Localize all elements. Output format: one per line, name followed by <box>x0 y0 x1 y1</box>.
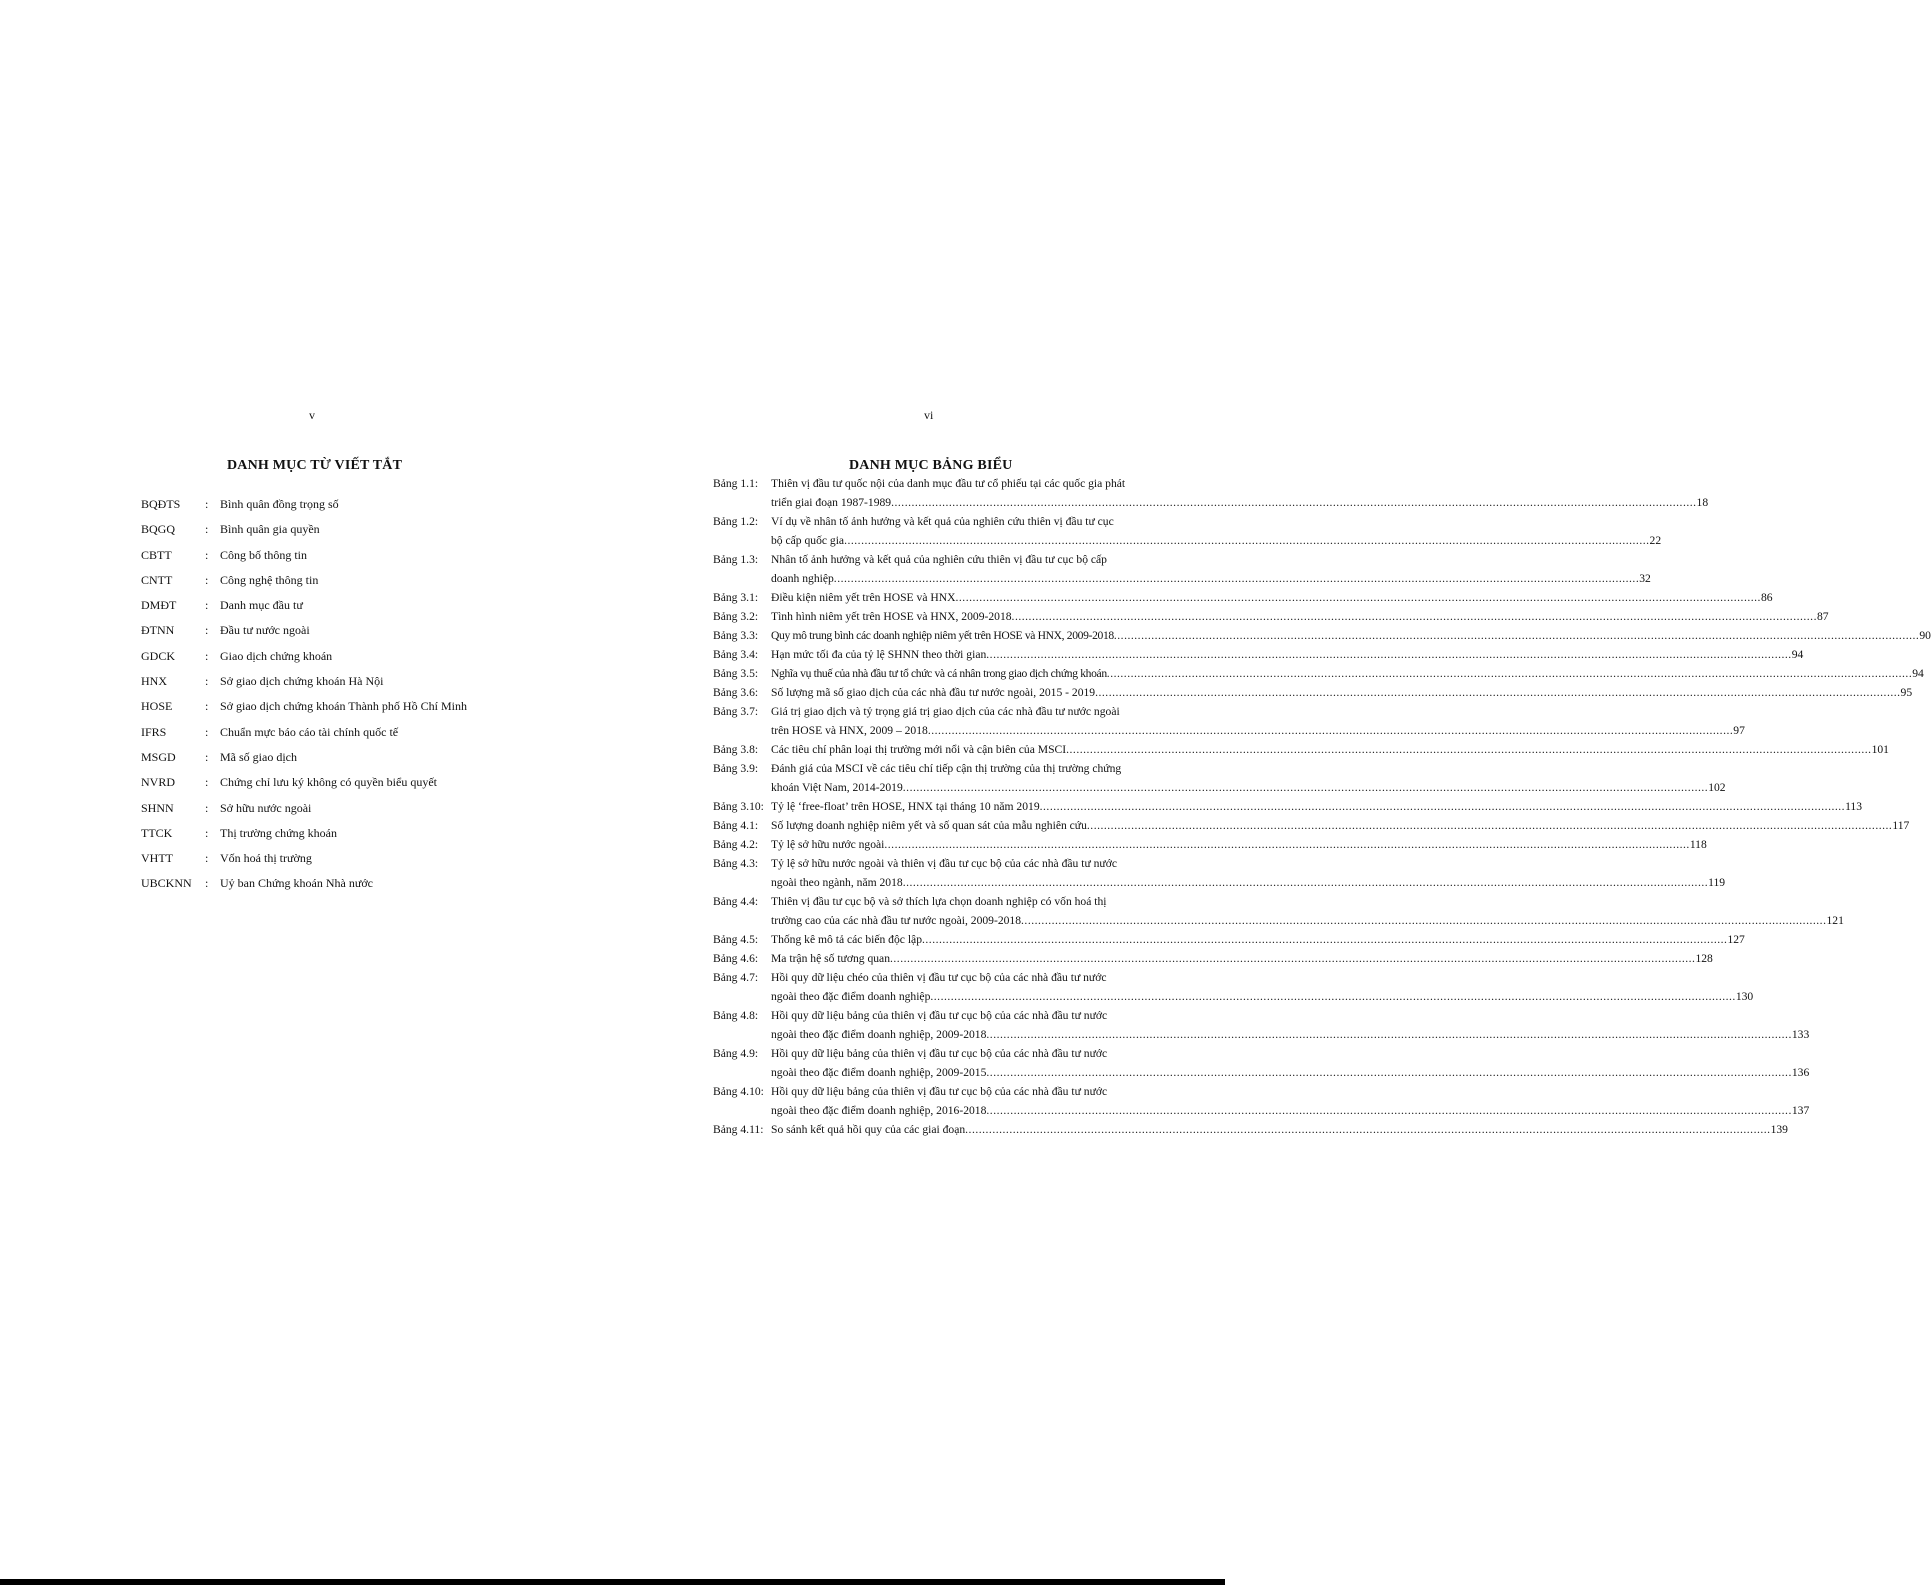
table-title-text: trường cao của các nhà đầu tư nước ngoài, 2009-2018 <box>771 914 1022 927</box>
table-page-number: 94 <box>1912 667 1924 680</box>
table-title-text: Quy mô trung bình các doanh nghiệp niêm yết trên HOSE và HNX, 2009-2018 <box>771 629 1114 642</box>
tables-heading: DANH MỤC BẢNG BIỂU <box>849 458 1013 473</box>
abbreviation-meaning: Chuẩn mực báo cáo tài chính quốc tế <box>220 724 399 739</box>
table-label: Bảng 4.8: <box>713 1009 759 1022</box>
table-title-text: Tình hình niêm yết trên HOSE và HNX, 2009-2018 <box>771 610 1012 623</box>
abbreviation-separator: : <box>205 825 209 840</box>
dot-leader <box>844 531 1649 550</box>
table-title-text: Số lượng doanh nghiệp niêm yết và số quan sát của mẫu nghiên cứu <box>771 819 1087 832</box>
dot-leader <box>1114 626 1919 645</box>
table-label: Bảng 3.4: <box>713 648 759 661</box>
abbreviation-separator: : <box>205 598 209 613</box>
dot-leader <box>1040 797 1845 816</box>
abbreviation-separator: : <box>205 851 209 866</box>
table-entry[interactable] <box>713 892 1844 930</box>
table-title-text: Điều kiện niêm yết trên HOSE và HNX <box>771 591 956 604</box>
table-page-number: 136 <box>1791 1066 1810 1079</box>
table-entry[interactable] <box>713 702 1745 740</box>
left-page-number: v <box>309 408 315 422</box>
table-page-number: 86 <box>1760 591 1773 604</box>
table-page-number: 22 <box>1649 534 1662 547</box>
table-page-number: 101 <box>1871 743 1889 756</box>
table-entry[interactable] <box>713 474 1709 512</box>
table-page-number: 113 <box>1845 800 1863 813</box>
table-label: Bảng 3.1: <box>713 591 759 604</box>
table-label: Bảng 4.10: <box>713 1085 764 1098</box>
table-label: Bảng 4.5: <box>713 933 759 946</box>
abbreviation-meaning: Bình quân gia quyền <box>220 522 320 537</box>
abbreviation-code: GDCK <box>141 648 176 663</box>
dot-leader <box>1087 816 1892 835</box>
table-title-text: Hạn mức tối đa của tỷ lệ SHNN theo thời gian <box>771 648 987 661</box>
abbreviation-meaning: Sở giao dịch chứng khoán Thành phố Hồ Chí Minh <box>220 699 467 714</box>
table-entry[interactable] <box>713 835 1707 854</box>
table-entry[interactable] <box>713 664 1924 683</box>
abbreviation-meaning: Mã số giao dịch <box>220 749 297 764</box>
table-title-text: ngoài theo đặc điểm doanh nghiệp, 2016-2018 <box>771 1104 987 1117</box>
table-entry[interactable] <box>713 626 1931 645</box>
dot-leader <box>986 645 1791 664</box>
abbreviation-meaning: Danh mục đầu tư <box>220 598 303 613</box>
tables-list <box>713 474 1931 1139</box>
dot-leader <box>903 873 1708 892</box>
table-entry[interactable] <box>713 816 1910 835</box>
abbreviation-code: IFRS <box>141 724 167 739</box>
table-title-text: triển giai đoạn 1987-1989 <box>771 496 892 509</box>
table-label: Bảng 4.4: <box>713 895 759 908</box>
abbreviation-row <box>141 725 541 750</box>
abbreviation-meaning: Giao dịch chứng khoán <box>220 648 333 663</box>
table-title-line: Nhân tố ảnh hưởng và kết quả của nghiên cứu thiên vị đầu tư cục bộ cấp <box>771 553 1107 566</box>
abbreviation-separator: : <box>205 876 209 891</box>
abbreviation-meaning: Bình quân đồng trọng số <box>220 497 339 511</box>
table-label: Bảng 4.1: <box>713 819 759 832</box>
table-title-line: Thiên vị đầu tư cục bộ và sở thích lựa chọn doanh nghiệp có vốn hoá thị <box>771 895 1107 908</box>
table-entry[interactable] <box>713 1082 1810 1120</box>
table-entry[interactable] <box>713 740 1889 759</box>
table-page-number: 139 <box>1770 1123 1788 1136</box>
abbreviation-meaning: Sở giao dịch chứng khoán Hà Nội <box>220 674 384 689</box>
table-page-number: 97 <box>1733 724 1745 737</box>
table-entry[interactable] <box>713 645 1804 664</box>
dot-leader <box>834 569 1639 588</box>
abbreviation-code: HNX <box>141 674 167 689</box>
abbreviation-list <box>141 497 541 902</box>
table-title-text: Các tiêu chí phân loại thị trường mới nổi và cận biên của MSCI <box>771 743 1067 756</box>
dot-leader <box>1095 683 1900 702</box>
abbreviation-meaning: Sở hữu nước ngoài <box>220 800 312 815</box>
abbreviation-meaning: Công bố thông tin <box>220 547 308 562</box>
abbreviation-row <box>141 598 541 623</box>
table-page-number: 119 <box>1708 876 1726 889</box>
abbreviation-code: DMĐT <box>141 598 177 613</box>
abbreviation-code: VHTT <box>141 851 173 866</box>
dot-leader <box>930 987 1735 1006</box>
abbreviation-separator: : <box>205 775 209 790</box>
abbreviation-meaning: Đầu tư nước ngoài <box>220 623 310 638</box>
abbreviation-meaning: Công nghệ thông tin <box>220 572 319 587</box>
abbreviation-code: BQGQ <box>141 522 176 537</box>
table-title-line: Hồi quy dữ liệu chéo của thiên vị đầu tư cục bộ của các nhà đầu tư nước <box>771 971 1107 984</box>
abbreviation-code: BQĐTS <box>141 497 181 511</box>
table-page-number: 94 <box>1791 648 1804 661</box>
table-page-number: 18 <box>1696 496 1709 509</box>
table-entry[interactable] <box>713 949 1713 968</box>
table-page-number: 90 <box>1919 629 1931 642</box>
table-title-line: Thiên vị đầu tư quốc nội của danh mục đầu tư cổ phiếu tại các quốc gia phát <box>771 477 1126 490</box>
abbreviation-meaning: Thị trường chứng khoán <box>220 825 337 840</box>
dot-leader <box>884 835 1689 854</box>
table-entry[interactable] <box>713 854 1726 892</box>
table-title-line: Đánh giá của MSCI về các tiêu chí tiếp cận thị trường của thị trường chứng <box>771 762 1122 775</box>
abbreviation-row <box>141 801 541 826</box>
table-title-text: So sánh kết quả hồi quy của các giai đoạn <box>771 1123 966 1136</box>
table-title-line: Hồi quy dữ liệu bảng của thiên vị đầu tư cục bộ của các nhà đầu tư nước <box>771 1047 1108 1060</box>
table-title-text: doanh nghiệp <box>771 572 834 585</box>
abbreviation-code: MSGD <box>141 749 176 764</box>
table-page-number: 133 <box>1791 1028 1810 1041</box>
table-title-text: khoán Việt Nam, 2014-2019 <box>771 781 903 794</box>
table-title-text: Thống kê mô tả các biến độc lập <box>771 933 922 946</box>
bottom-rule <box>0 1579 1225 1585</box>
table-label: Bảng 1.3: <box>713 553 759 566</box>
table-label: Bảng 3.5: <box>713 667 759 680</box>
table-label: Bảng 1.2: <box>713 515 759 528</box>
table-entry[interactable] <box>713 683 1913 702</box>
dot-leader <box>986 1101 1791 1120</box>
table-title-text: Ma trận hệ số tương quan <box>771 952 890 965</box>
table-entry[interactable] <box>713 930 1745 949</box>
table-label: Bảng 3.7: <box>713 705 759 718</box>
abbreviation-row <box>141 649 541 674</box>
table-entry[interactable] <box>713 1044 1810 1082</box>
table-label: Bảng 4.7: <box>713 971 759 984</box>
table-entry[interactable] <box>713 1006 1810 1044</box>
abbreviation-row <box>141 497 541 522</box>
table-label: Bảng 3.8: <box>713 743 759 756</box>
dot-leader <box>1107 664 1912 683</box>
abbreviation-separator: : <box>205 749 209 764</box>
table-title-text: trên HOSE và HNX, 2009 – 2018 <box>771 724 928 737</box>
abbreviation-row <box>141 522 541 547</box>
table-page-number: 32 <box>1639 572 1651 585</box>
table-entry[interactable] <box>713 759 1726 797</box>
table-title-line: Tỷ lệ sở hữu nước ngoài và thiên vị đầu tư cục bộ của các nhà đầu tư nước <box>771 857 1117 870</box>
table-page-number: 87 <box>1816 610 1829 623</box>
abbreviation-meaning: Uỷ ban Chứng khoán Nhà nước <box>220 876 373 891</box>
dot-leader <box>928 721 1733 740</box>
dot-leader <box>890 949 1695 968</box>
table-title-text: ngoài theo đặc điểm doanh nghiệp <box>771 990 931 1003</box>
right-page-number: vi <box>924 408 934 422</box>
table-page-number: 130 <box>1735 990 1754 1003</box>
abbreviation-row <box>141 699 541 724</box>
table-title-text: Tỷ lệ ‘free-float’ trên HOSE, HNX tại tháng 10 năm 2019 <box>771 800 1040 813</box>
table-entry[interactable] <box>713 968 1754 1006</box>
dot-leader <box>956 588 1761 607</box>
table-entry[interactable] <box>713 512 1662 550</box>
dot-leader <box>986 1063 1791 1082</box>
table-page-number: 137 <box>1791 1104 1810 1117</box>
table-label: Bảng 4.9: <box>713 1047 759 1060</box>
table-entry[interactable] <box>713 1120 1788 1139</box>
table-title-line: Giá trị giao dịch và tỷ trọng giá trị giao dịch của các nhà đầu tư nước ngoài <box>771 705 1120 718</box>
table-label: Bảng 4.11: <box>713 1123 764 1136</box>
table-entry[interactable] <box>713 607 1829 626</box>
abbreviation-code: TTCK <box>141 825 173 840</box>
abbreviation-meaning: Vốn hoá thị trường <box>220 851 312 866</box>
table-page-number: 117 <box>1892 819 1910 832</box>
abbreviation-row <box>141 573 541 598</box>
abbreviation-row <box>141 851 541 876</box>
abbreviation-separator: : <box>205 674 209 689</box>
dot-leader <box>1021 911 1826 930</box>
table-entry[interactable] <box>713 550 1651 588</box>
table-page-number: 118 <box>1689 838 1707 851</box>
table-title-line: Hồi quy dữ liệu bảng của thiên vị đầu tư cục bộ của các nhà đầu tư nước <box>771 1009 1108 1022</box>
table-label: Bảng 3.9: <box>713 762 759 775</box>
table-label: Bảng 3.10: <box>713 800 764 813</box>
abbreviation-code: ĐTNN <box>141 623 175 638</box>
abbreviation-code: CNTT <box>141 572 173 587</box>
abbreviation-separator: : <box>205 699 209 714</box>
abbreviation-separator: : <box>205 547 209 562</box>
abbreviation-separator: : <box>205 572 209 587</box>
abbreviation-separator: : <box>205 648 209 663</box>
table-title-text: Số lượng mã số giao dịch của các nhà đầu tư nước ngoài, 2015 - 2019 <box>771 686 1096 699</box>
table-page-number: 127 <box>1727 933 1745 946</box>
abbreviation-row <box>141 826 541 851</box>
table-title-text: bộ cấp quốc gia <box>771 534 845 547</box>
abbreviation-code: HOSE <box>141 699 173 714</box>
table-title-text: ngoài theo ngành, năm 2018 <box>771 876 903 889</box>
table-page-number: 121 <box>1826 914 1844 927</box>
table-label: Bảng 4.3: <box>713 857 759 870</box>
dot-leader <box>891 493 1696 512</box>
abbreviation-code: NVRD <box>141 775 176 790</box>
abbreviation-code: UBCKNN <box>141 876 192 891</box>
dot-leader <box>1066 740 1871 759</box>
abbreviation-row <box>141 674 541 699</box>
table-entry[interactable] <box>713 588 1773 607</box>
abbreviation-separator: : <box>205 724 209 739</box>
dot-leader <box>1012 607 1817 626</box>
dot-leader <box>986 1025 1791 1044</box>
abbreviation-separator: : <box>205 497 209 511</box>
table-page-number: 102 <box>1708 781 1726 794</box>
table-title-text: ngoài theo đặc điểm doanh nghiệp, 2009-2018 <box>771 1028 987 1041</box>
dot-leader <box>903 778 1708 797</box>
abbreviation-row <box>141 750 541 775</box>
table-page-number: 95 <box>1900 686 1913 699</box>
table-title-text: Tỷ lệ sở hữu nước ngoài <box>771 838 885 851</box>
table-title-text: ngoài theo đặc điểm doanh nghiệp, 2009-2015 <box>771 1066 987 1079</box>
table-label: Bảng 3.2: <box>713 610 759 623</box>
abbreviation-separator: : <box>205 623 209 638</box>
dot-leader <box>965 1120 1770 1139</box>
abbreviation-separator: : <box>205 522 209 537</box>
abbreviation-meaning: Chứng chỉ lưu ký không có quyền biểu quyết <box>220 775 437 790</box>
table-label: Bảng 1.1: <box>713 477 759 490</box>
table-entry[interactable] <box>713 797 1863 816</box>
abbreviation-row <box>141 775 541 800</box>
table-label: Bảng 4.6: <box>713 952 759 965</box>
abbreviation-row <box>141 623 541 648</box>
table-title-line: Hồi quy dữ liệu bảng của thiên vị đầu tư cục bộ của các nhà đầu tư nước <box>771 1085 1108 1098</box>
dot-leader <box>922 930 1727 949</box>
table-label: Bảng 4.2: <box>713 838 759 851</box>
table-page-number: 128 <box>1695 952 1713 965</box>
table-title-line: Ví dụ về nhân tố ảnh hưởng và kết quả của nghiên cứu thiên vị đầu tư cục <box>771 515 1114 528</box>
table-title-text: Nghĩa vụ thuế của nhà đầu tư tổ chức và cá nhân trong giao dịch chứng khoán <box>771 667 1107 680</box>
abbreviation-code: SHNN <box>141 800 174 815</box>
abbreviation-row <box>141 548 541 573</box>
abbreviations-heading: DANH MỤC TỪ VIẾT TẮT <box>227 458 403 473</box>
table-label: Bảng 3.6: <box>713 686 759 699</box>
abbreviation-code: CBTT <box>141 547 172 562</box>
abbreviation-row <box>141 876 541 901</box>
abbreviation-separator: : <box>205 800 209 815</box>
table-label: Bảng 3.3: <box>713 629 759 642</box>
